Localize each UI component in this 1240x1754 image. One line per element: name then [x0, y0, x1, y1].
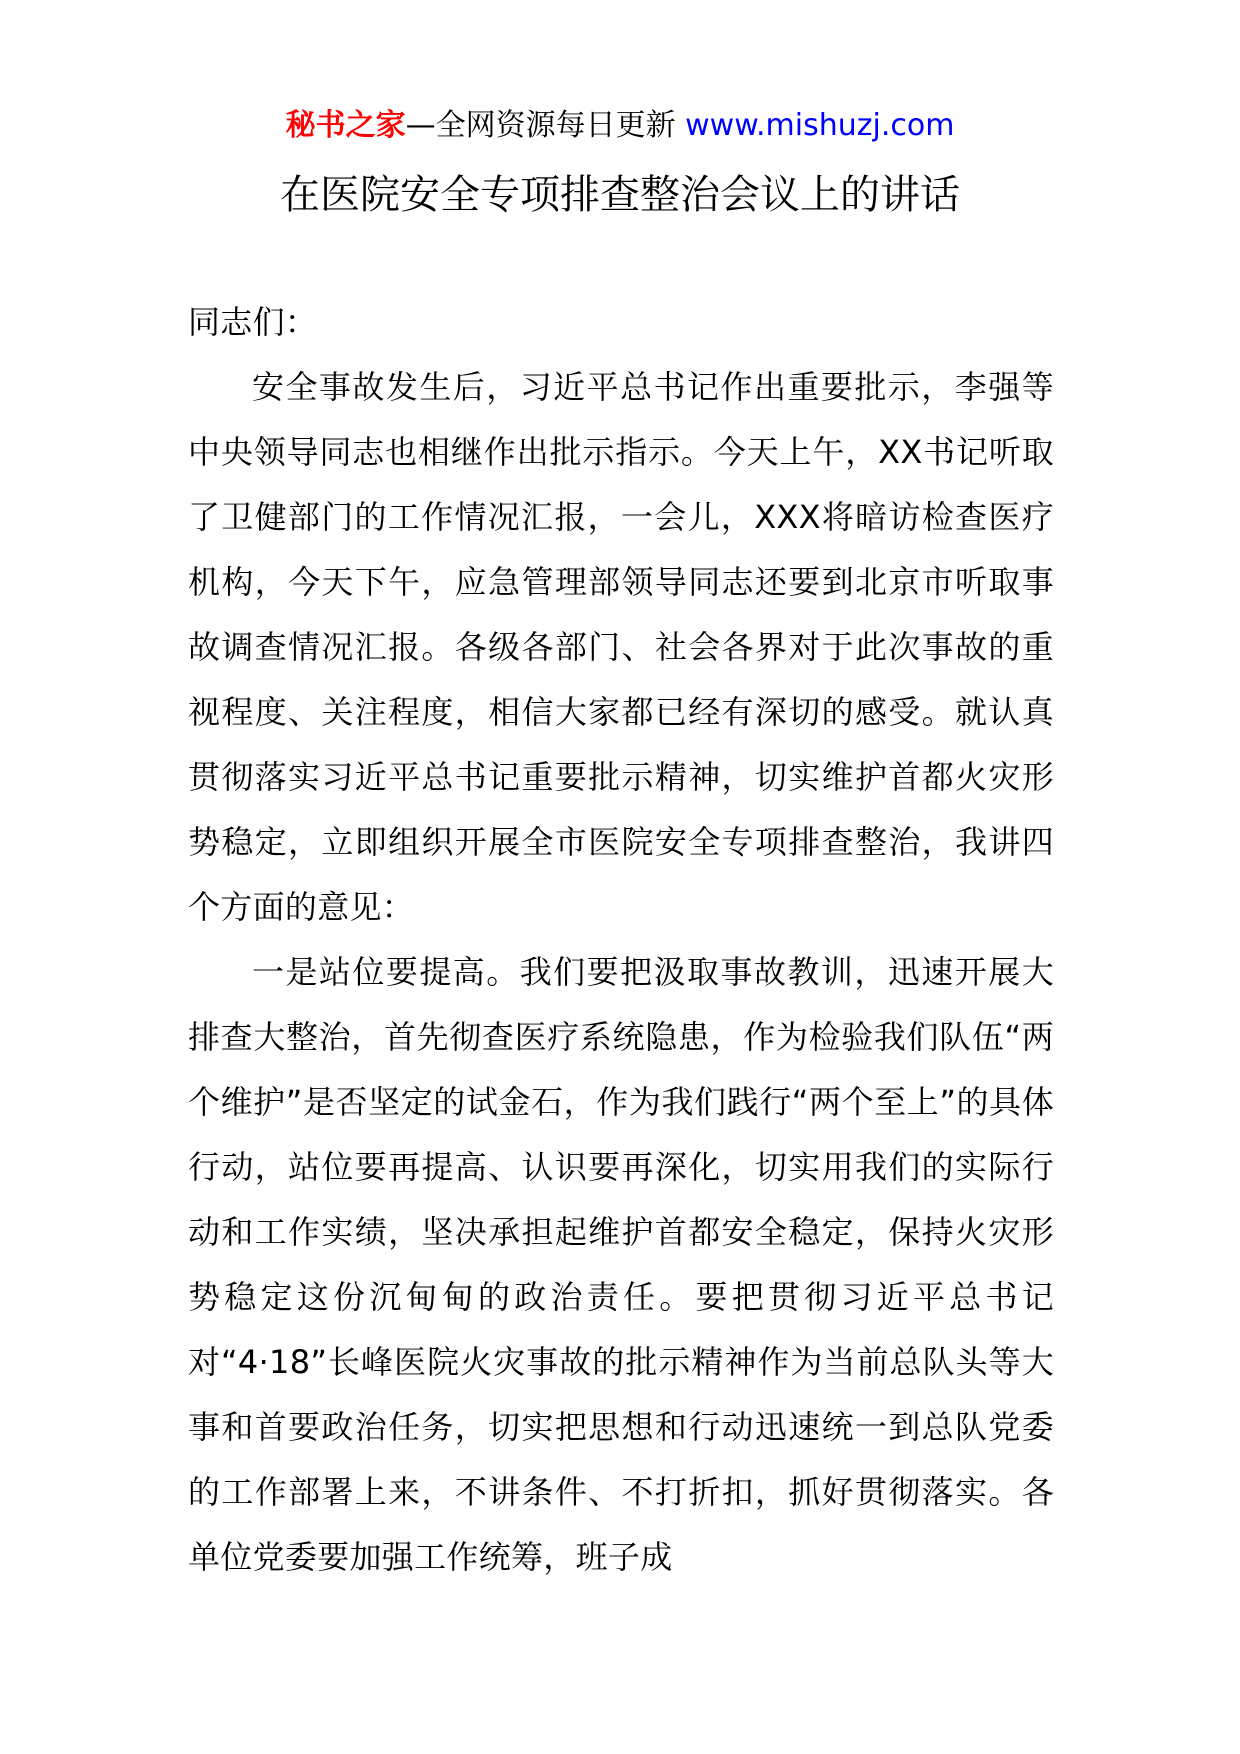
document-title: 在医院安全专项排查整治会议上的讲话: [280, 172, 960, 218]
paragraph-point-one: 一是站位要提高。我们要把汲取事故教训，迅速开展大排查大整治，首先彻查医疗系统隐患，作为检验我们队伍“两个维护”是否坚定的试金石，作为我们践行“两个至上”的具体行动，站位要再提高、认识要再深化，切实用我们的实际行动和工作实绩，坚决承担起维护首都安全稳定，保持火灾形势稳定这份沉甸甸的政治责任。要把贯彻习近平总书记对“4·18”长峰医院火灾事故的批示精神作为当前总队头等大事和首要政治任务，切实把思想和行动迅速统一到总队党委的工作部署上来，不讲条件、不打折扣，抓好贯彻落实。各单位党委要加强工作统筹，班子成: [188, 953, 1054, 1576]
paragraph-intro: 安全事故发生后，习近平总书记作出重要批示，李强等中央领导同志也相继作出批示指示。今天上午，XX书记听取了卫健部门的工作情况汇报，一会儿，XXX将暗访检查医疗机构，今天下午，应急管理部领导同志还要到北京市听取事故调查情况汇报。各级各部门、社会各界对于此次事故的重视程度、关注程度，相信大家都已经有深切的感受。就认真贯彻落实习近平总书记重要批示精神，切实维护首都火灾形势稳定，立即组织开展全市医院安全专项排查整治，我讲四个方面的意见：: [188, 368, 1054, 926]
document-body: [188, 290, 1054, 1590]
header-tagline: —全网资源每日更新: [405, 108, 686, 143]
site-url-link[interactable]: www.mishuzj.com: [685, 108, 955, 143]
salutation: 同志们：: [188, 303, 318, 341]
brand-name: 秘书之家: [285, 108, 406, 143]
site-header: [0, 104, 1240, 148]
